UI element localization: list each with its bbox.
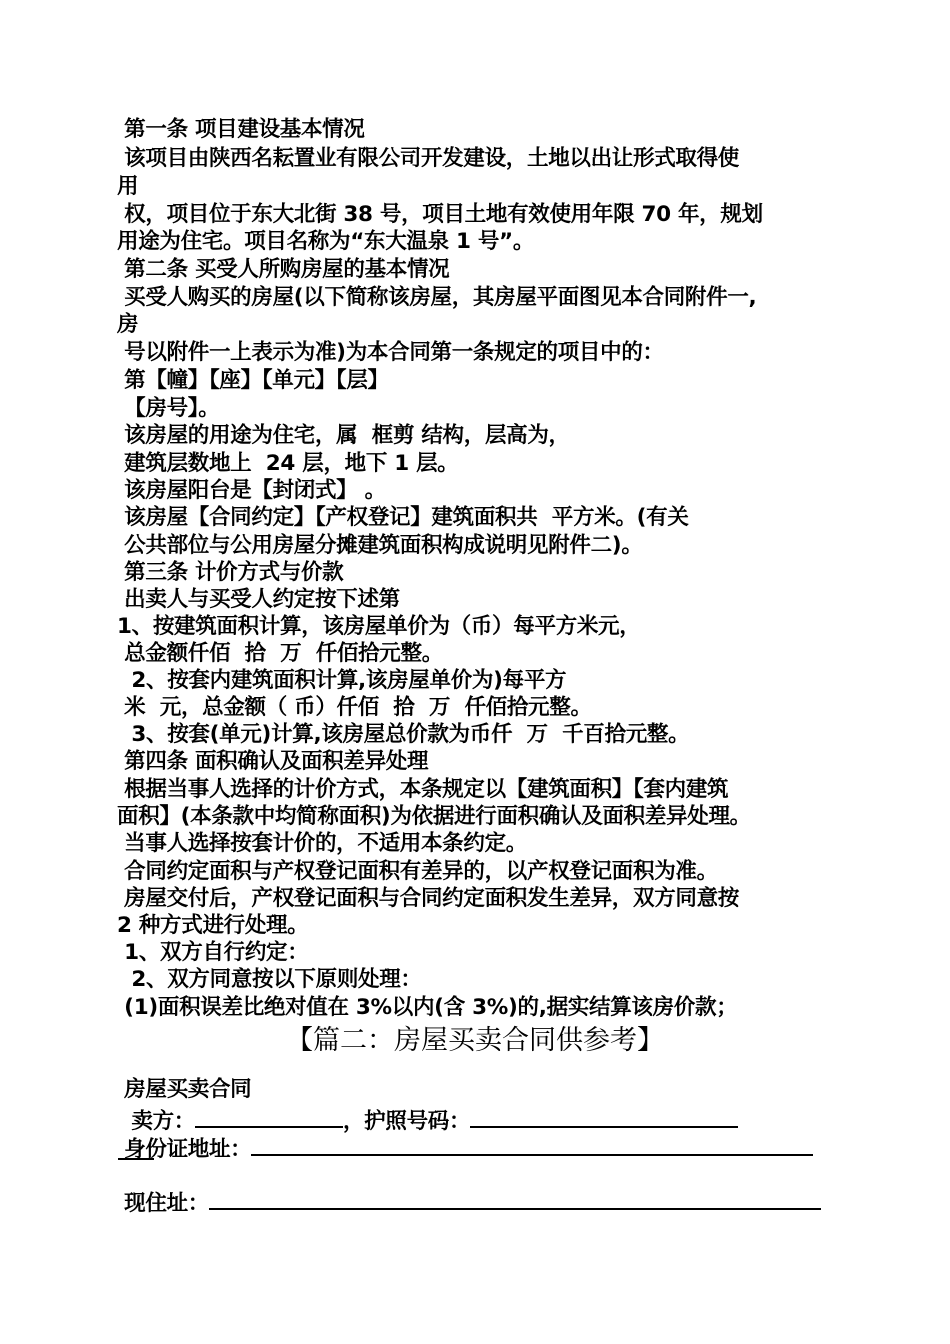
seller-blank	[195, 1106, 343, 1128]
passport-blank	[470, 1106, 738, 1128]
seller-label: 卖方：	[117, 1109, 195, 1134]
paragraph-line: 合同约定面积与产权登记面积有差异的，以产权登记面积为准。	[117, 859, 718, 884]
paragraph-line: 第【幢】【座】【单元】【层】	[117, 368, 389, 393]
paragraph-line: 【房号】。	[117, 396, 220, 421]
contract-title: 房屋买卖合同	[117, 1077, 252, 1102]
paragraph-line: 1、双方自行约定：	[117, 940, 309, 965]
paragraph-line: 面积】(本条款中均简称面积)为依据进行面积确认及面积差异处理。	[117, 804, 751, 829]
article-2-title: 第二条 买受人所购房屋的基本情况	[117, 257, 450, 282]
paragraph-line: 用	[117, 174, 139, 199]
paragraph-line: 3、按套(单元)计算,该房屋总价款为币仟 万 千百拾元整。	[117, 722, 690, 747]
article-4-title: 第四条 面积确认及面积差异处理	[117, 749, 429, 774]
article-1-title: 第一条 项目建设基本情况	[117, 117, 365, 142]
id-address-label: 身份证地址：	[117, 1137, 252, 1162]
current-address-blank	[209, 1188, 821, 1210]
passport-label: ，护照号码：	[342, 1109, 471, 1134]
paragraph-line: 1、按建筑面积计算，该房屋单价为（币）每平方米元，	[117, 614, 641, 639]
paragraph-line: 建筑层数地上 24 层，地下 1 层。	[117, 451, 459, 476]
paragraph-line: (1)面积误差比绝对值在 3%以内(含 3%)的,据实结算该房价款；	[117, 995, 738, 1020]
paragraph-line: 该房屋【合同约定】【产权登记】建筑面积共 平方米。(有关	[117, 505, 689, 530]
paragraph-line: 用途为住宅。项目名称为“东大温泉 1 号”。	[117, 229, 535, 254]
article-3-title: 第三条 计价方式与价款	[117, 560, 344, 585]
paragraph-line: 该房屋阳台是【封闭式】 。	[117, 478, 386, 503]
paragraph-line: 房	[117, 312, 139, 337]
paragraph-line: 2、双方同意按以下原则处理：	[117, 967, 422, 992]
section-heading: 【篇二：房屋买卖合同供参考】	[286, 1025, 664, 1056]
id-address-row	[117, 1134, 813, 1162]
paragraph-line: 2 种方式进行处理。	[117, 913, 309, 938]
paragraph-line: 号以附件一上表示为准)为本合同第一条规定的项目中的：	[117, 340, 664, 365]
paragraph-line: 出卖人与买受人约定按下述第	[117, 587, 400, 612]
paragraph-line: 该房屋的用途为住宅，属 框剪 结构，层高为，	[117, 423, 570, 448]
paragraph-line: 当事人选择按套计价的，不适用本条约定。	[117, 831, 527, 856]
paragraph-line: 该项目由陕西名耘置业有限公司开发建设，土地以出让形式取得使	[117, 146, 739, 171]
paragraph-line: 总金额仟佰 拾 万 仟佰拾元整。	[117, 641, 443, 666]
paragraph-line: 公共部位与公用房屋分摊建筑面积构成说明见附件二)。	[117, 533, 643, 558]
current-address-label: 现住址：	[117, 1191, 209, 1216]
paragraph-line: 权，项目位于东大北街 38 号，项目土地有效使用年限 70 年，规划	[117, 202, 763, 227]
paragraph-line: 米 元，总金额（ 币）仟佰 拾 万 仟佰拾元整。	[117, 695, 592, 720]
paragraph-line: 房屋交付后，产权登记面积与合同约定面积发生差异，双方同意按	[117, 886, 739, 911]
paragraph-line: 根据当事人选择的计价方式，本条规定以【建筑面积】【套内建筑	[117, 777, 729, 802]
paragraph-line: 2、按套内建筑面积计算,该房屋单价为)每平方	[117, 668, 567, 693]
seller-row	[117, 1106, 738, 1134]
id-address-blank-continued	[118, 1158, 154, 1160]
id-address-blank	[251, 1134, 813, 1156]
current-address-row	[117, 1188, 821, 1216]
paragraph-line: 买受人购买的房屋(以下简称该房屋，其房屋平面图见本合同附件一,	[117, 285, 757, 310]
